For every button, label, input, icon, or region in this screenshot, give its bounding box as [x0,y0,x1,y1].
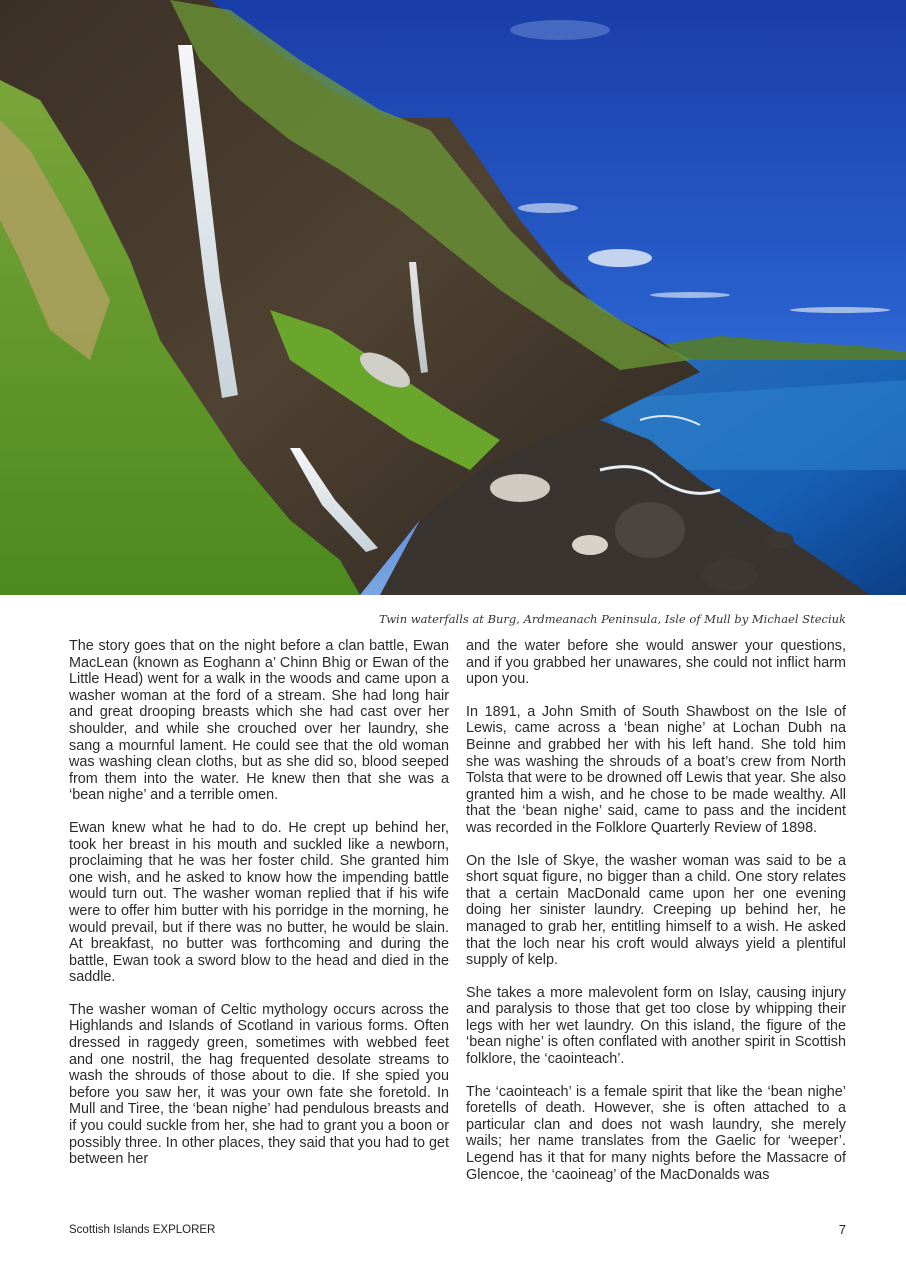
page-number: 7 [838,1222,846,1237]
paragraph: In 1891, a John Smith of South Shawbost on the Isle of Lewis, came across a ‘bean nighe’ at Lochan Dubh na Beinne and grabbed her with his left hand. She told him she was washing the shrouds of a boat’s crew from North Tolsta that were to be drowned off Lewis that year. She also granted him a wish, and he chose to be made wealthy. All that the ‘bean nighe’ said, came to pass and the incident was recorded in the Folklore Quarterly Review of 1898. [466,703,846,836]
photo-caption: Twin waterfalls at Burg, Ardmeanach Peninsula, Isle of Mull by Michael Steciuk [378,612,846,626]
publication-name: Scottish Islands EXPLORER [69,1224,216,1236]
waterfall-cliff-image [0,0,906,595]
paragraph: She takes a more malevolent form on Islay, causing injury and paralysis to those that get too close by whipping their legs with her wet laundry. On this island, the figure of the ‘bean nighe’ is often conflated with another spirit in Scottish folklore, the ‘caointeach’. [466,984,846,1068]
paragraph: The story goes that on the night before a clan battle, Ewan MacLean (known as Eoghann a’ Chinn Bhig or Ewan of the Little Head) went for a walk in the woods and came upon a washer woman at the ford of a stream. She had long hair and great drooping breasts which she had cast over her shoulder, and while she crouched over her laundry, she sang a mournful lament. He could see that the old woman was washing clean cloths, but as she did so, blood seeped from them into the water. He knew then that she was a ‘bean nighe’ and a terrible omen. [69,638,449,804]
paragraph: and the water before she would answer your questions, and if you grabbed her unawares, she could not inflict harm upon you. [466,638,846,688]
hero-photo [0,0,906,595]
paragraph: The washer woman of Celtic mythology occurs across the Highlands and Islands of Scotland in various forms. Often dressed in raggedy green, sometimes with webbed feet and one nostril, the hag frequented desolate streams to wash the shrouds of those about to die. If she spied you before you saw her, it was your own fate she foretold. In Mull and Tiree, the ‘bean nighe’ had pendulous breasts and if you could suckle from her, she had to grant you a boon or possibly three. In other places, they said that you had to get between her [69,1001,449,1168]
article-right-column [466,638,846,1199]
paragraph: On the Isle of Skye, the washer woman was said to be a short squat figure, no bigger than a child. One story relates that a certain MacDonald came upon her one evening doing her sinister laundry. Creeping up behind her, he managed to grab her, entitling himself to a wish. He asked that the loch near his croft would always yield a plentiful supply of kelp. [466,852,846,969]
article-left-column [69,638,449,1184]
paragraph: The ‘caointeach’ is a female spirit that like the ‘bean nighe’ foretells of death. However, she is often attached to a particular clan and does not wash laundry, she merely wails; her name translates from the Gaelic for ‘weeper’. Legend has it that for many nights before the Massacre of Glencoe, the ‘caoineag’ of the MacDonalds was [466,1083,846,1183]
paragraph: Ewan knew what he had to do. He crept up behind her, took her breast in his mouth and suckled like a newborn, proclaiming that he was her foster child. She granted him one wish, and he asked to know how the impending battle would turn out. The washer woman replied that if his wife were to offer him butter with his porridge in the morning, he would prevail, but if there was no butter, he would be slain. At breakfast, no butter was forthcoming and during the battle, Ewan took a sword blow to the head and died in the saddle. [69,819,449,986]
